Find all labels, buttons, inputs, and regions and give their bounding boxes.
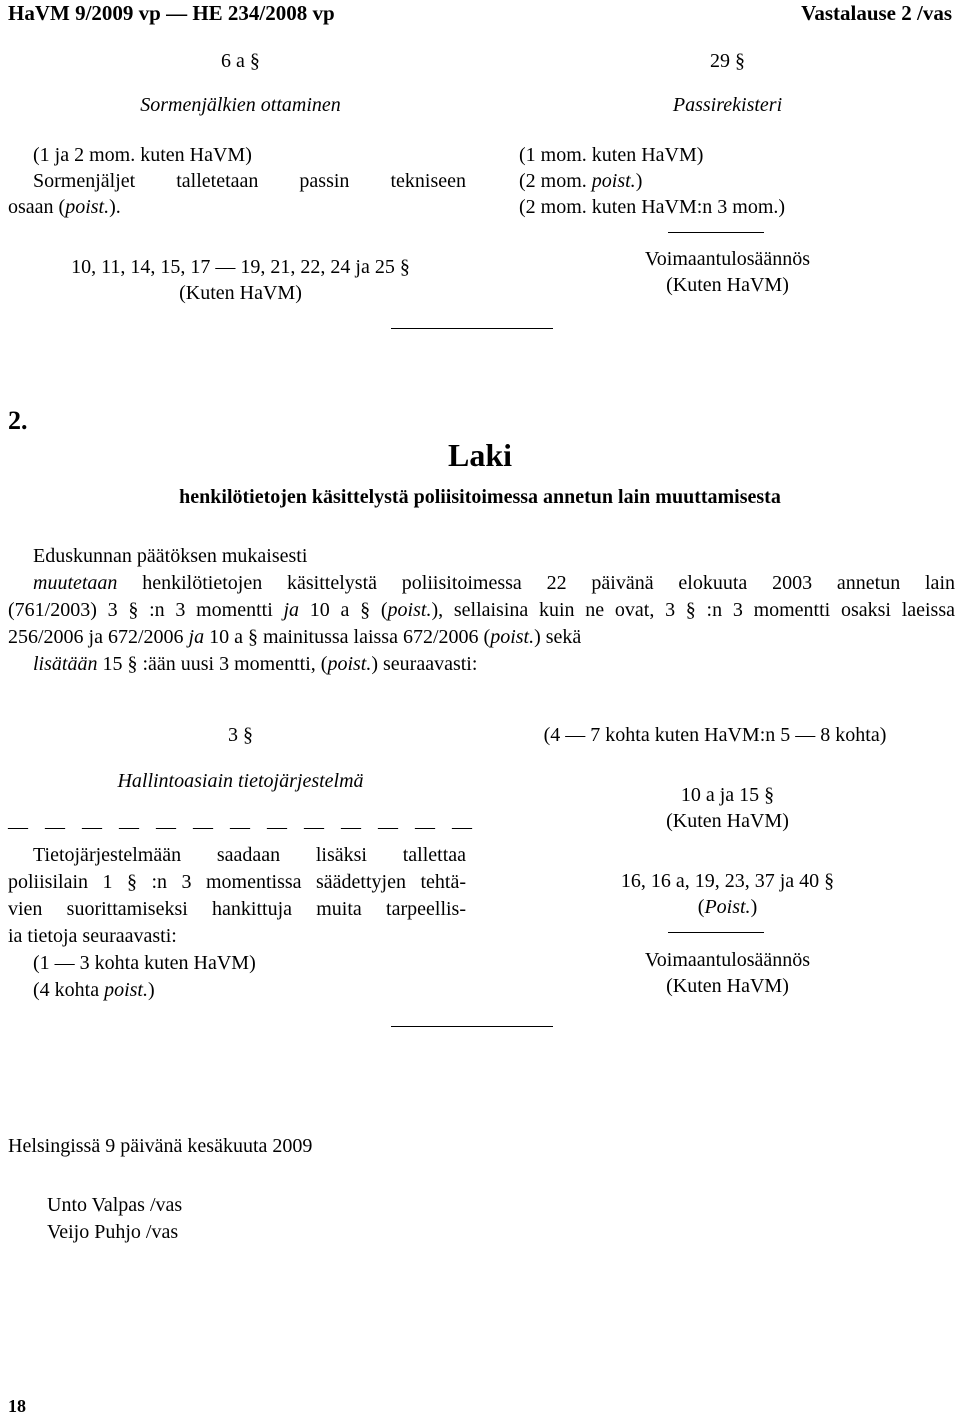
tr-line1: (1 mom. kuten HaVM) [519,144,704,166]
law-p4-b: ) seuraavasti: [371,653,478,675]
law-p3-c: ) sekä [534,626,582,648]
tl-line2: Sormenjäljet talletetaan passin tekniseen [33,170,466,192]
sections-list: 10, 11, 14, 15, 17 — 19, 21, 22, 24 ja 25 § [71,256,410,278]
tl-line3-c: ). [109,196,121,218]
bl-line3: vien suorittamiseksi hankittuja muita tarpeellis- [8,898,466,920]
section-title-3: 3 § [228,724,253,746]
section-heading-sormenjaljet: Sormenjälkien ottaminen [140,94,341,116]
entry-heading-bottom: Voimaantulosäännös [644,949,811,971]
law-paragraph-line1 [33,570,955,596]
tr-line2-a: (2 mom. [519,170,592,192]
entry-note-top: (Kuten HaVM) [666,274,789,296]
tr-line3: (2 mom. kuten HaVM:n 3 mom.) [519,196,786,218]
br-line1: (4 — 7 kohta kuten HaVM:n 5 — 8 kohta) [543,724,887,746]
signer-2: Veijo Puhjo /vas [47,1221,179,1243]
bl-line5: (1 — 3 kohta kuten HaVM) [33,952,256,974]
bl-line6 [33,977,155,1003]
section-title-29: 29 § [710,50,745,72]
separator-rule-2 [391,1026,553,1027]
section-note-10a-15: (Kuten HaVM) [666,810,789,832]
tr-line2 [519,168,642,194]
law-p2-c: ), sellaisina kuin ne ovat, 3 § :n 3 momentti osaksi laeissa [431,599,956,621]
law-paragraph-line2 [8,597,955,623]
law-title: Laki [447,437,513,473]
tr-line2-poist: poist. [591,170,636,192]
header-left: HaVM 9/2009 vp — HE 234/2008 vp [8,1,335,25]
omission-dashes: — — — — — — — — — — — — — [8,816,478,838]
tr-line2-c: ) [635,170,643,192]
br-note-c: ) [750,896,758,918]
bl-line2: poliisilain 1 § :n 3 momentissa säädettyjen tehtä- [8,871,466,893]
entry-note-bottom: (Kuten HaVM) [666,975,789,997]
bl-line6-poist: poist. [104,979,148,1001]
tl-line3 [8,194,121,220]
law-p3-a: 256/2006 ja 672/2006 [8,626,189,648]
br-note-poist: Poist. [704,896,751,918]
law-subtitle: henkilötietojen käsittelystä poliisitoimessa annetun lain muuttamisesta [179,486,781,508]
bl-line4: ia tietoja seuraavasti: [8,925,177,947]
short-rule-top-right [668,232,764,233]
separator-rule-1 [391,328,553,329]
verb-muutetaan: muutetaan [33,572,118,594]
verb-lisataan: lisätään [33,653,98,675]
bl-line6-c: ) [148,979,155,1001]
header-right: Vastalause 2 /vas [801,1,952,25]
sections-list-2-note [495,894,960,920]
law-p3-b: 10 a § mainitussa laissa 672/2006 ( [204,626,491,648]
section-title-10a-15: 10 a ja 15 § [680,784,775,806]
signer-1: Unto Valpas /vas [47,1194,183,1216]
page-number: 18 [8,1396,26,1416]
tl-line1: (1 ja 2 mom. kuten HaVM) [33,144,252,166]
law-p2-b: 10 a § ( [299,599,388,621]
law-paragraph-line3 [8,624,581,650]
bl-line6-a: (4 kohta [33,979,105,1001]
law-p3-poist: poist. [490,626,535,648]
law-p4-poist: poist. [327,653,372,675]
law-p1-rest: henkilötietojen käsittelystä poliisitoimessa 22 päivänä elokuuta 2003 annetun lain [117,572,955,594]
law-p2-poist: poist. [387,599,432,621]
entry-heading-top: Voimaantulosäännös [644,248,811,270]
law-p3-ja: ja [188,626,205,648]
section-heading-passirekisteri: Passirekisteri [672,94,783,116]
bl-line1: Tietojärjestelmään saadaan lisäksi tallettaa [33,844,466,866]
law-intro: Eduskunnan päätöksen mukaisesti [33,545,308,567]
short-rule-bottom-right [668,932,764,933]
law-p2-a: (761/2003) 3 § :n 3 momentti [8,599,284,621]
section-heading-hallinto: Hallintoasiain tietojärjestelmä [117,770,364,792]
law-number: 2. [8,406,28,435]
sections-list-2: 16, 16 a, 19, 23, 37 ja 40 § [620,870,835,892]
sections-note: (Kuten HaVM) [179,282,302,304]
law-p2-ja: ja [283,599,300,621]
place-date: Helsingissä 9 päivänä kesäkuuta 2009 [8,1135,313,1157]
tl-line3-poist: poist. [65,196,110,218]
tl-line3-a: osaan ( [8,196,66,218]
law-p4-a: 15 § :ään uusi 3 momentti, ( [97,653,328,675]
law-paragraph-line4 [33,651,477,677]
section-title-6a: 6 a § [221,50,260,72]
br-note-a: ( [697,896,705,918]
